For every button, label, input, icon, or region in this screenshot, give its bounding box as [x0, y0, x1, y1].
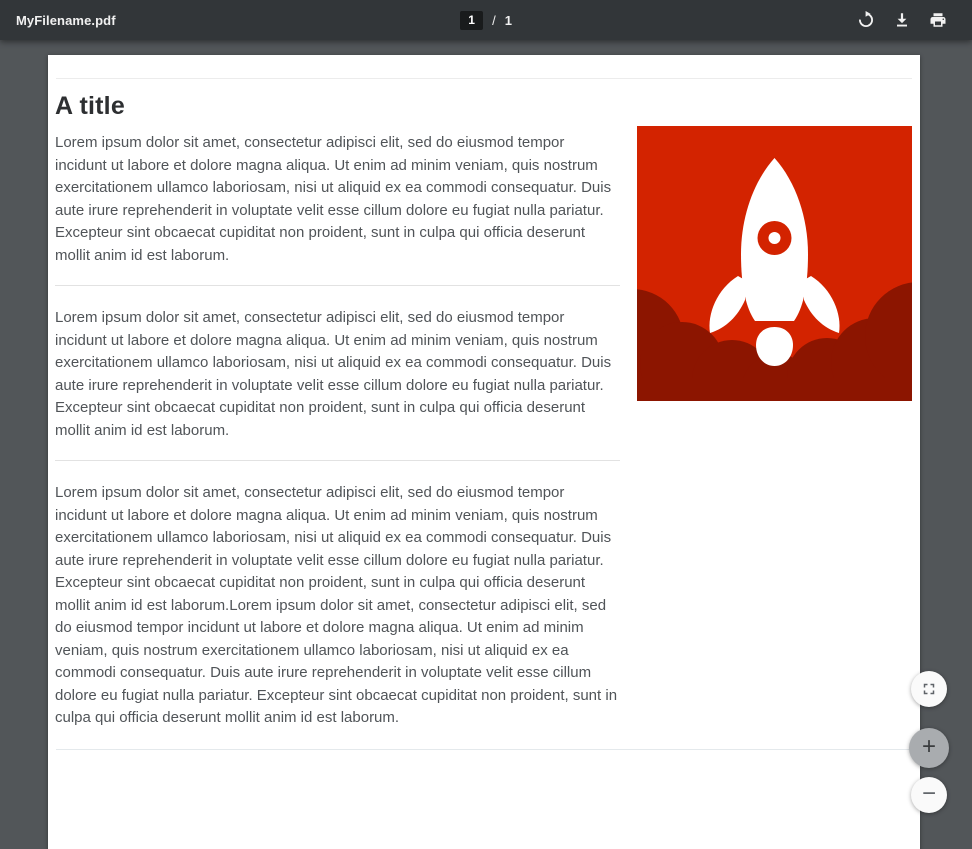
page-total: 1 [504, 12, 512, 28]
rotate-button[interactable] [848, 2, 884, 38]
zoom-out-glyph: − [921, 780, 936, 807]
bottom-rule [56, 749, 912, 750]
paragraph-rule [55, 460, 620, 461]
paragraph: Lorem ipsum dolor sit amet, consectetur adipisci elit, sed do eiusmod tempor incidunt ut labore et dolore magna aliqua. Ut enim ad minim veniam, quis nostrum exercitationem ullamco laboriosam, nisi ut aliquid ex ea commodi consequatur. Duis aute irure reprehenderit in voluptate velit esse cillum dolore eu fugiat nulla pariatur. Excepteur sint obcaecat cupiditat non proident, sunt in culpa qui officia deserunt mollit anim id est laborum. [55, 309, 612, 439]
page-number-input[interactable] [460, 11, 483, 30]
pdf-page [48, 55, 920, 849]
print-icon [929, 11, 947, 29]
page-separator: / [492, 12, 496, 28]
toolbar-actions [512, 2, 956, 38]
zoom-in-button[interactable] [909, 728, 949, 768]
zoom-in-glyph: + [921, 733, 936, 760]
rocket-image [637, 126, 912, 401]
page-navigation [460, 11, 512, 30]
paragraph-rule [55, 285, 620, 286]
filename: MyFilename.pdf [16, 12, 116, 28]
document-content [48, 132, 920, 730]
document-title: A title [55, 92, 125, 120]
paragraph: Lorem ipsum dolor sit amet, consectetur adipisci elit, sed do eiusmod tempor incidunt ut labore et dolore magna aliqua. Ut enim ad minim veniam, quis nostrum exercitationem ullamco laboriosam, nisi ut aliquid ex ea commodi consequatur. Duis aute irure reprehenderit in voluptate velit esse cillum dolore eu fugiat nulla pariatur. Excepteur sint obcaecat cupiditat non proident, sunt in culpa qui officia deserunt mollit anim id est laborum. [55, 134, 612, 264]
pdf-toolbar [0, 0, 972, 40]
download-button[interactable] [884, 2, 920, 38]
download-icon [893, 11, 911, 29]
print-button[interactable] [920, 2, 956, 38]
rotate-clockwise-icon [857, 11, 875, 29]
fit-to-page-button[interactable] [911, 671, 947, 707]
paragraph: Lorem ipsum dolor sit amet, consectetur adipisci elit, sed do eiusmod tempor incidunt ut labore et dolore magna aliqua. Ut enim ad minim veniam, quis nostrum exercitationem ullamco laboriosam, nisi ut aliquid ex ea commodi consequatur. Duis aute irure reprehenderit in voluptate velit esse cillum dolore eu fugiat nulla pariatur. Excepteur sint obcaecat cupiditat non proident, sunt in culpa qui officia deserunt mollit anim id est laborum.Lorem ipsum dolor sit amet, consectetur adipisci elit, sed do eiusmod tempor incidunt ut labore et dolore magna aliqua. Ut enim ad minim veniam, quis nostrum exercitationem ullamco laboriosam, nisi ut aliquid ex ea commodi consequatur. Duis aute irure reprehenderit in voluptate velit esse cillum dolore eu fugiat nulla pariatur. Excepteur sint obcaecat cupiditat non proident, sunt in culpa qui officia deserunt mollit anim id est laborum. [55, 484, 618, 726]
toolbar-left [16, 13, 460, 28]
image-column [637, 126, 912, 730]
text-column [55, 132, 620, 730]
viewer-background [0, 40, 972, 849]
zoom-out-button[interactable] [911, 777, 947, 813]
fit-to-page-icon [920, 680, 938, 698]
top-rule [56, 78, 912, 79]
